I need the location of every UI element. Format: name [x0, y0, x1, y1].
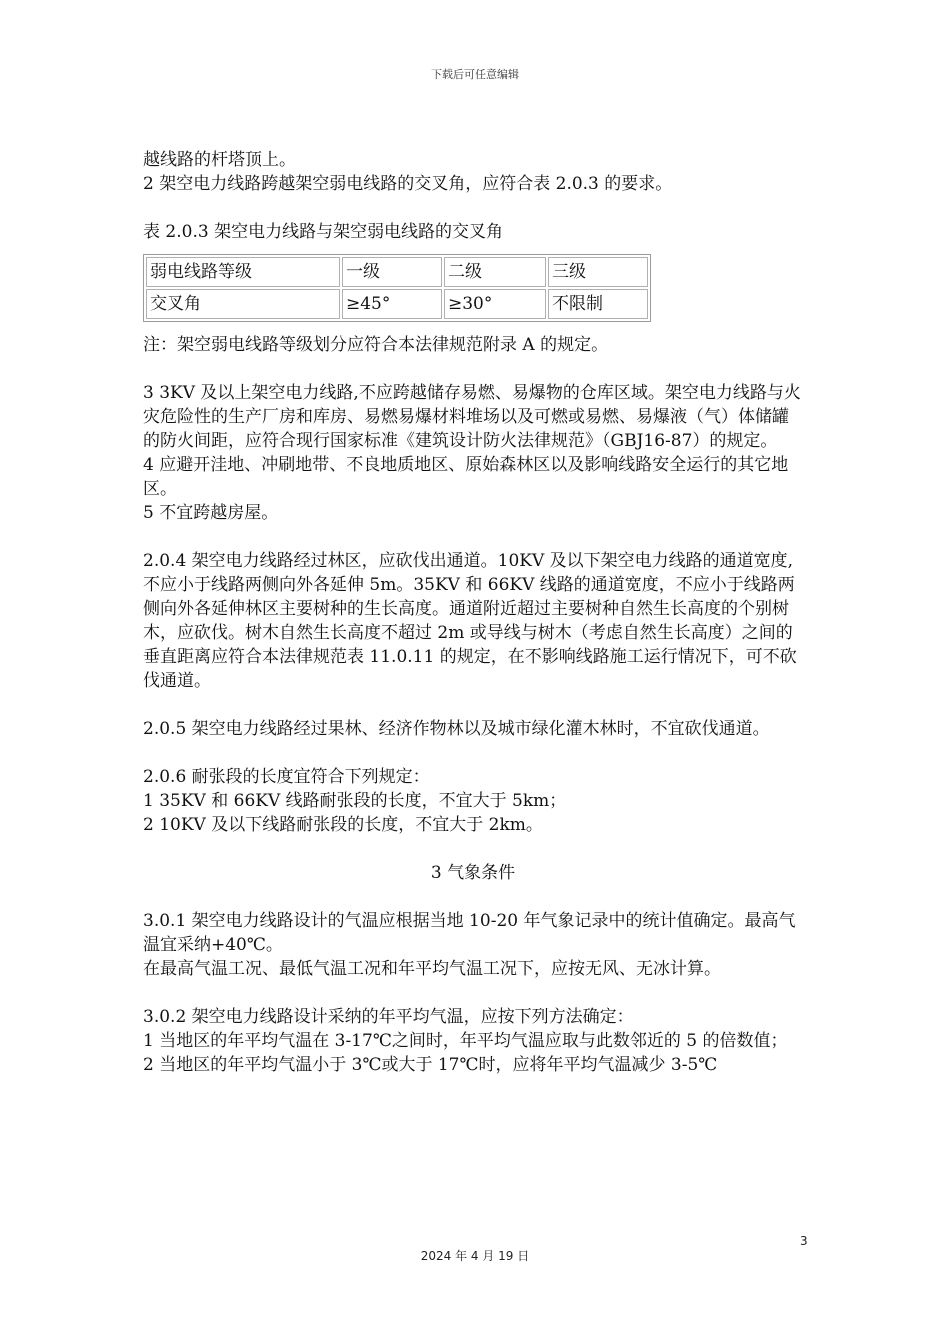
- paragraph: 5 不宜跨越房屋。: [143, 503, 279, 523]
- table-cell: 弱电线路等级: [146, 257, 340, 287]
- table-cell: 一级: [342, 257, 442, 287]
- document-body: [143, 148, 803, 1077]
- page-number: 3: [800, 1234, 808, 1248]
- paragraph: 2 架空电力线路跨越架空弱电线路的交叉角，应符合表 2.0.3 的要求。: [143, 174, 673, 194]
- paragraph: 3.0.2 架空电力线路设计采纳的年平均气温，应按下列方法确定：: [143, 1007, 634, 1027]
- paragraph: 3 3KV 及以上架空电力线路,不应跨越储存易燃、易爆物的仓库区域。架空电力线路与火灾危险性的生产厂房和库房、易燃易爆材料堆场以及可燃或易燃、易爆液（气）体储罐的防火间距，应符合现行国家标准《建筑设计防火法律规范》（GBJ16-87）的规定。: [143, 383, 801, 451]
- paragraph: 1 当地区的年平均气温在 3-17℃之间时，年平均气温应取与此数邻近的 5 的倍数值；: [143, 1031, 788, 1051]
- paragraph: 1 35KV 和 66KV 线路耐张段的长度，不宜大于 5km；: [143, 791, 567, 811]
- paragraph: 在最高气温工况、最低气温工况和年平均气温工况下，应按无风、无冰计算。: [143, 959, 721, 979]
- note: 注：架空弱电线路等级划分应符合本法律规范附录 A 的规定。: [143, 335, 609, 355]
- paragraph: 越线路的杆塔顶上。: [143, 150, 296, 170]
- paragraph: 3.0.1 架空电力线路设计的气温应根据当地 10-20 年气象记录中的统计值确定。最高气温宜采纳+40℃。: [143, 911, 796, 955]
- paragraph: 2 10KV 及以下线路耐张段的长度，不宜大于 2km。: [143, 815, 543, 835]
- paragraph: 4 应避开洼地、冲刷地带、不良地质地区、原始森林区以及影响线路安全运行的其它地区。: [143, 455, 789, 499]
- table-row: [146, 257, 648, 287]
- paragraph: 2.0.4 架空电力线路经过林区，应砍伐出通道。10KV 及以下架空电力线路的通道宽度,不应小于线路两侧向外各延伸 5m。35KV 和 66KV 线路的通道宽度，不应小于线路两侧向外各延伸林区主要树种的生长高度。通道附近超过主要树种自然生长高度的个别树木，应砍伐。树木自然生长高度不超过 2m 或导线与树木（考虑自然生长高度）之间的垂直距离应符合本法律规范表 11.0.11 的规定，在不影响线路施工运行情况下，可不砍伐通道。: [143, 551, 797, 691]
- page-footer-date: 2024 年 4 月 19 日: [420, 1249, 530, 1263]
- table-cell: 不限制: [548, 289, 648, 319]
- section-heading: 3 气象条件: [430, 863, 516, 883]
- table-cell: ≥30°: [444, 289, 546, 319]
- paragraph: 2.0.6 耐张段的长度宜符合下列规定：: [143, 767, 430, 787]
- table-caption: 表 2.0.3 架空电力线路与架空弱电线路的交叉角: [143, 222, 504, 242]
- paragraph: 2 当地区的年平均气温小于 3℃或大于 17℃时，应将年平均气温减少 3-5℃: [143, 1055, 718, 1075]
- table-cell: 三级: [548, 257, 648, 287]
- table-cell: 二级: [444, 257, 546, 287]
- table-cell: 交叉角: [146, 289, 340, 319]
- table-cell: ≥45°: [342, 289, 442, 319]
- crossing-angle-table: [143, 254, 651, 322]
- page-header: 下载后可任意编辑: [431, 68, 519, 81]
- paragraph: 2.0.5 架空电力线路经过果林、经济作物林以及城市绿化灌木林时，不宜砍伐通道。: [143, 719, 770, 739]
- table-row: [146, 289, 648, 319]
